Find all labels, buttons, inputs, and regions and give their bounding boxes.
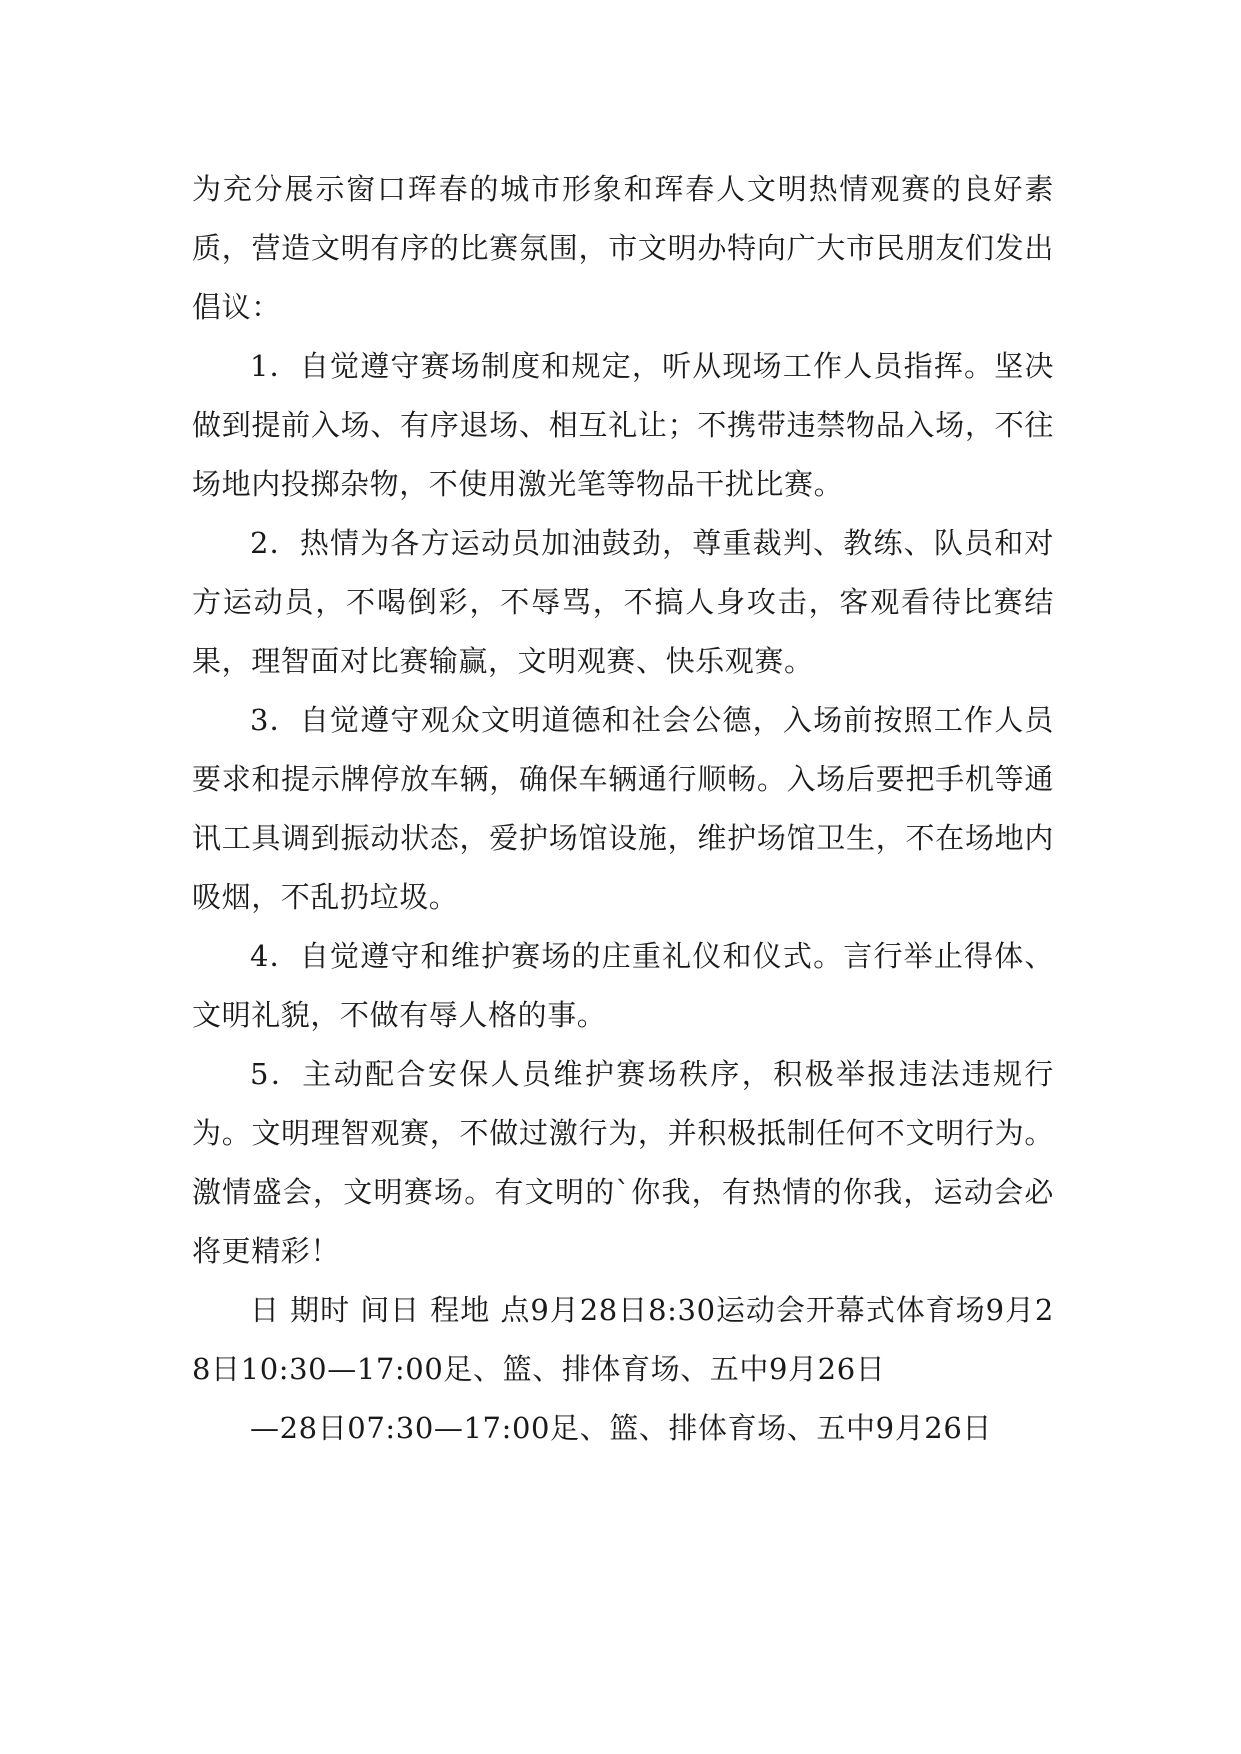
- schedule-continuation: —28日07:30—17:00足、篮、排体育场、五中9月26日: [250, 1411, 993, 1445]
- intro-paragraph: 为充分展示窗口珲春的城市形象和珲春人文明热情观赛的良好素质，营造文明有序的比赛氛围，市文明办特向广大市民朋友们发出倡议：: [192, 172, 1054, 324]
- proposal-item-5: 5．主动配合安保人员维护赛场秩序，积极举报违法违规行为。文明理智观赛，不做过激行为，并积极抵制任何不文明行为。激情盛会，文明赛场。有文明的`你我，有热情的你我，运动会必将更精彩！: [192, 1057, 1054, 1268]
- schedule-paragraph: 日 期时 间日 程地 点9月28日8:30运动会开幕式体育场9月28日10:30—17:00足、篮、排体育场、五中9月26日: [192, 1293, 1054, 1386]
- proposal-item-2: 2．热情为各方运动员加油鼓劲，尊重裁判、教练、队员和对方运动员，不喝倒彩，不辱骂，不搞人身攻击，客观看待比赛结果，理智面对比赛输赢，文明观赛、快乐观赛。: [192, 526, 1054, 678]
- proposal-item-4: 4．自觉遵守和维护赛场的庄重礼仪和仪式。言行举止得体、文明礼貌，不做有辱人格的事。: [192, 939, 1054, 1032]
- proposal-item-1: 1．自觉遵守赛场制度和规定，听从现场工作人员指挥。坚决做到提前入场、有序退场、相互礼让；不携带违禁物品入场，不往场地内投掷杂物，不使用激光笔等物品干扰比赛。: [192, 349, 1054, 501]
- proposal-item-3: 3．自觉遵守观众文明道德和社会公德，入场前按照工作人员要求和提示牌停放车辆，确保车辆通行顺畅。入场后要把手机等通讯工具调到振动状态，爱护场馆设施，维护场馆卫生，不在场地内吸烟，不乱扔垃圾。: [192, 703, 1054, 914]
- document-body: [192, 160, 1054, 1458]
